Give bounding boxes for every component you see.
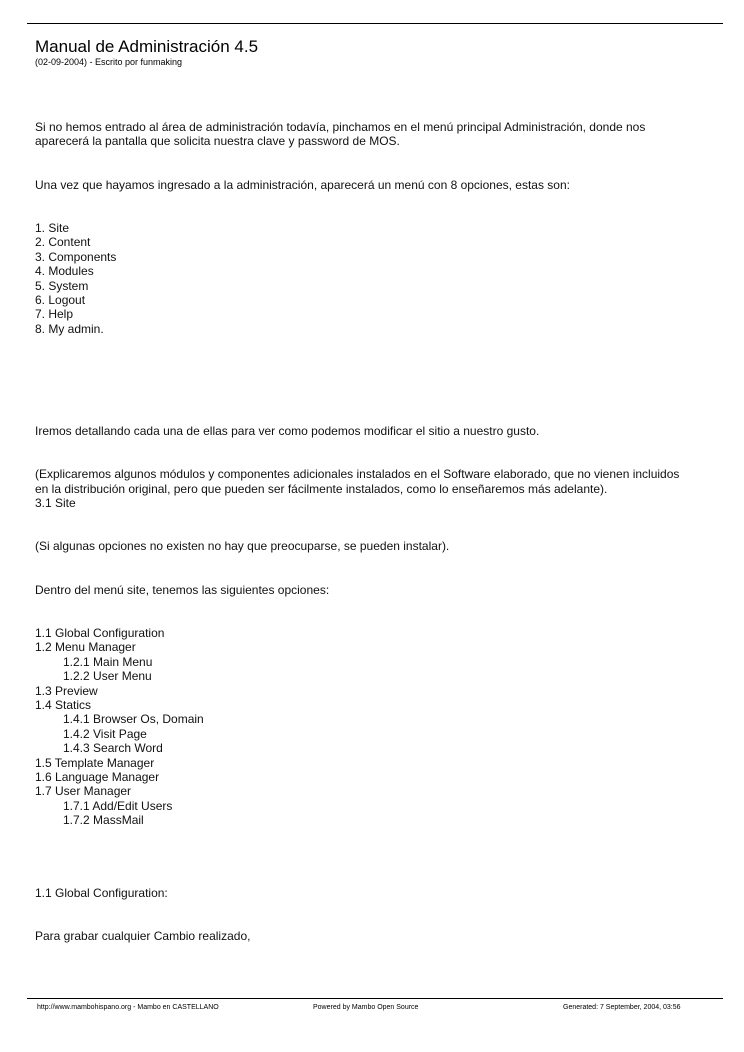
intro-paragraph-line-1: Si no hemos entrado al área de administración todavía, pinchamos en el menú principal Administración, donde nos xyxy=(35,120,646,134)
section-heading: 3.1 Site xyxy=(35,496,76,510)
site-suboption-item: 1.4.3 Search Word xyxy=(63,741,163,755)
explanation-paragraph-line-1: (Explicaremos algunos módulos y componentes adicionales instalados en el Software elaborado, que no vienen incluidos xyxy=(35,467,680,481)
global-config-heading: 1.1 Global Configuration: xyxy=(35,886,168,900)
site-option-item: 1.3 Preview xyxy=(35,684,98,698)
site-suboption-item: 1.2.1 Main Menu xyxy=(63,655,153,669)
menu-intro-paragraph: Una vez que hayamos ingresado a la administración, aparecerá un menú con 8 opciones, estas son: xyxy=(35,178,570,192)
menu-option-item: 3. Components xyxy=(35,250,117,264)
menu-option-item: 5. System xyxy=(35,279,89,293)
site-option-item: 1.7 User Manager xyxy=(35,784,132,798)
site-option-item: 1.6 Language Manager xyxy=(35,770,160,784)
footer-powered-by: Powered by Mambo Open Source xyxy=(313,1004,419,1011)
menu-option-item: 8. My admin. xyxy=(35,322,104,336)
site-suboption-item: 1.4.2 Visit Page xyxy=(63,727,147,741)
footer-rule xyxy=(27,998,723,999)
document-byline: (02-09-2004) - Escrito por funmaking xyxy=(35,57,183,67)
menu-option-item: 1. Site xyxy=(35,221,70,235)
explanation-paragraph-line-2: en la distribución original, pero que pueden ser fácilmente instalados, como lo enseñaremos más adelante). xyxy=(35,482,608,496)
site-option-item: 1.4 Statics xyxy=(35,698,92,712)
save-changes-paragraph: Para grabar cualquier Cambio realizado, xyxy=(35,929,251,943)
site-option-item: 1.5 Template Manager xyxy=(35,756,155,770)
document-title: Manual de Administración 4.5 xyxy=(35,37,259,56)
site-menu-intro-paragraph: Dentro del menú site, tenemos las siguientes opciones: xyxy=(35,583,330,597)
intro-paragraph-line-2: aparecerá la pantalla que solicita nuestra clave y password de MOS. xyxy=(35,134,400,148)
menu-option-item: 6. Logout xyxy=(35,293,86,307)
site-suboption-item: 1.4.1 Browser Os, Domain xyxy=(63,712,204,726)
menu-option-item: 4. Modules xyxy=(35,264,94,278)
footer-site-url: http://www.mambohispano.org - Mambo en CASTELLANO xyxy=(37,1004,219,1011)
site-suboption-item: 1.2.2 User Menu xyxy=(63,669,152,683)
site-option-item: 1.1 Global Configuration xyxy=(35,626,165,640)
header-rule xyxy=(27,23,723,24)
site-option-item: 1.2 Menu Manager xyxy=(35,640,136,654)
site-suboption-item: 1.7.2 MassMail xyxy=(63,813,144,827)
install-note-paragraph: (Si algunas opciones no existen no hay que preocuparse, se pueden instalar). xyxy=(35,539,450,553)
detail-paragraph: Iremos detallando cada una de ellas para ver como podemos modificar el sitio a nuestro gusto. xyxy=(35,424,540,438)
site-suboption-item: 1.7.1 Add/Edit Users xyxy=(63,799,173,813)
menu-option-item: 2. Content xyxy=(35,235,91,249)
footer-generated-date: Generated: 7 September, 2004, 03:56 xyxy=(563,1004,681,1011)
menu-option-item: 7. Help xyxy=(35,307,74,321)
